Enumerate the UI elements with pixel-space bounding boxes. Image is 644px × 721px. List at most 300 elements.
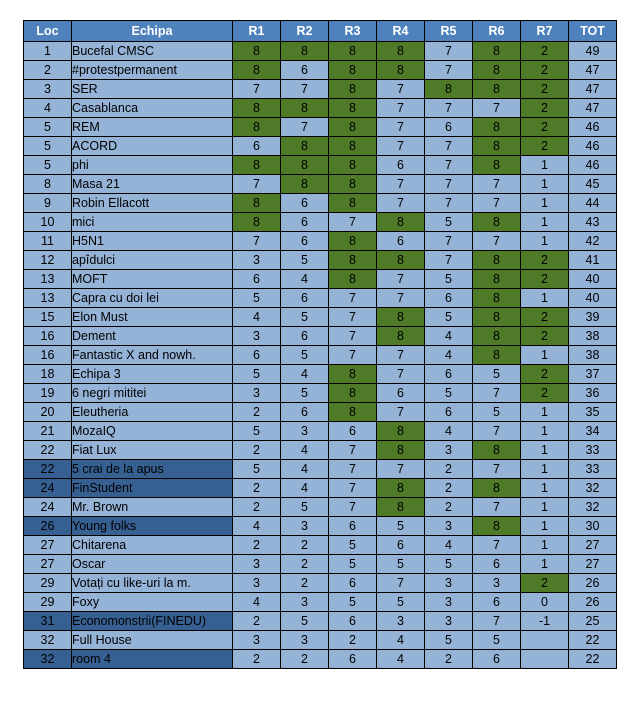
table-body [24,42,617,669]
round-3-score-cell: 8 [329,232,377,251]
header-r5: R5 [425,21,473,42]
rank-cell: 20 [24,403,72,422]
team-name-cell: FinStudent [72,479,233,498]
round-7-score-cell: 2 [521,384,569,403]
round-2-score-cell: 5 [281,612,329,631]
rank-cell: 2 [24,61,72,80]
round-5-score-cell: 8 [425,80,473,99]
round-5-score-cell: 5 [425,555,473,574]
header-r7: R7 [521,21,569,42]
round-1-score-cell: 8 [233,61,281,80]
round-3-score-cell: 8 [329,251,377,270]
total-cell: 22 [569,631,617,650]
round-2-score-cell: 6 [281,327,329,346]
round-5-score-cell: 7 [425,42,473,61]
round-1-score-cell: 2 [233,650,281,669]
team-name-cell: MozaIQ [72,422,233,441]
table-row [24,593,617,612]
round-4-score-cell: 5 [377,517,425,536]
table-row [24,137,617,156]
round-4-score-cell: 8 [377,422,425,441]
round-3-score-cell: 7 [329,441,377,460]
round-1-score-cell: 4 [233,593,281,612]
table-row [24,365,617,384]
round-5-score-cell: 5 [425,270,473,289]
round-1-score-cell: 3 [233,384,281,403]
round-2-score-cell: 6 [281,232,329,251]
total-cell: 27 [569,536,617,555]
round-7-score-cell: 1 [521,346,569,365]
team-name-cell: Economonstrii(FINEDU) [72,612,233,631]
round-3-score-cell: 7 [329,213,377,232]
team-name-cell: room 4 [72,650,233,669]
round-6-score-cell: 7 [473,536,521,555]
round-1-score-cell: 2 [233,479,281,498]
round-7-score-cell: 2 [521,42,569,61]
total-cell: 38 [569,346,617,365]
round-6-score-cell: 8 [473,42,521,61]
round-6-score-cell: 7 [473,384,521,403]
round-1-score-cell: 8 [233,156,281,175]
round-3-score-cell: 8 [329,137,377,156]
team-name-cell: apîdulci [72,251,233,270]
rank-cell: 27 [24,536,72,555]
total-cell: 32 [569,479,617,498]
rank-cell: 32 [24,650,72,669]
round-7-score-cell: 1 [521,498,569,517]
round-7-score-cell: 1 [521,536,569,555]
round-6-score-cell: 8 [473,270,521,289]
round-1-score-cell: 7 [233,175,281,194]
round-3-score-cell: 6 [329,574,377,593]
round-1-score-cell: 8 [233,194,281,213]
round-4-score-cell: 7 [377,99,425,118]
round-5-score-cell: 6 [425,365,473,384]
round-2-score-cell: 3 [281,517,329,536]
round-5-score-cell: 3 [425,441,473,460]
round-3-score-cell: 5 [329,555,377,574]
round-2-score-cell: 4 [281,365,329,384]
table-row [24,270,617,289]
rank-cell: 8 [24,175,72,194]
rank-cell: 22 [24,460,72,479]
round-7-score-cell: 1 [521,517,569,536]
header-r4: R4 [377,21,425,42]
round-3-score-cell: 6 [329,517,377,536]
total-cell: 22 [569,650,617,669]
round-4-score-cell: 5 [377,555,425,574]
round-7-score-cell: 2 [521,251,569,270]
team-name-cell: H5N1 [72,232,233,251]
round-4-score-cell: 4 [377,650,425,669]
round-3-score-cell: 8 [329,118,377,137]
total-cell: 33 [569,441,617,460]
rank-cell: 29 [24,593,72,612]
rank-cell: 15 [24,308,72,327]
round-3-score-cell: 8 [329,194,377,213]
team-name-cell: Capra cu doi lei [72,289,233,308]
total-cell: 30 [569,517,617,536]
total-cell: 42 [569,232,617,251]
header-loc: Loc [24,21,72,42]
round-6-score-cell: 6 [473,555,521,574]
round-4-score-cell: 6 [377,536,425,555]
round-7-score-cell: 2 [521,327,569,346]
header-row [24,21,617,42]
round-2-score-cell: 2 [281,555,329,574]
round-3-score-cell: 6 [329,612,377,631]
round-7-score-cell [521,631,569,650]
round-1-score-cell: 3 [233,574,281,593]
round-7-score-cell: 1 [521,403,569,422]
round-4-score-cell: 8 [377,251,425,270]
round-5-score-cell: 2 [425,460,473,479]
rank-cell: 1 [24,42,72,61]
round-3-score-cell: 7 [329,498,377,517]
rank-cell: 21 [24,422,72,441]
team-name-cell: mici [72,213,233,232]
round-2-score-cell: 2 [281,574,329,593]
rank-cell: 4 [24,99,72,118]
round-4-score-cell: 7 [377,137,425,156]
table-row [24,403,617,422]
table-row [24,232,617,251]
rank-cell: 10 [24,213,72,232]
round-4-score-cell: 7 [377,365,425,384]
total-cell: 25 [569,612,617,631]
total-cell: 44 [569,194,617,213]
round-3-score-cell: 8 [329,270,377,289]
round-4-score-cell: 3 [377,612,425,631]
round-7-score-cell: 2 [521,137,569,156]
round-7-score-cell: 1 [521,232,569,251]
rank-cell: 22 [24,441,72,460]
round-2-score-cell: 6 [281,194,329,213]
round-5-score-cell: 4 [425,422,473,441]
round-3-score-cell: 7 [329,289,377,308]
round-6-score-cell: 7 [473,175,521,194]
round-1-score-cell: 8 [233,99,281,118]
round-6-score-cell: 7 [473,232,521,251]
total-cell: 34 [569,422,617,441]
rank-cell: 27 [24,555,72,574]
round-5-score-cell: 3 [425,593,473,612]
round-6-score-cell: 8 [473,118,521,137]
rank-cell: 24 [24,498,72,517]
team-name-cell: 5 crai de la apus [72,460,233,479]
round-2-score-cell: 4 [281,441,329,460]
round-6-score-cell: 8 [473,213,521,232]
round-5-score-cell: 7 [425,194,473,213]
round-4-score-cell: 7 [377,118,425,137]
round-3-score-cell: 7 [329,479,377,498]
team-name-cell: Bucefal CMSC [72,42,233,61]
team-name-cell: ACORD [72,137,233,156]
round-7-score-cell: 2 [521,99,569,118]
round-5-score-cell: 2 [425,650,473,669]
round-3-score-cell: 8 [329,99,377,118]
round-7-score-cell: 1 [521,213,569,232]
round-7-score-cell: 2 [521,365,569,384]
team-name-cell: Casablanca [72,99,233,118]
team-name-cell: MOFT [72,270,233,289]
header-r1: R1 [233,21,281,42]
table-row [24,99,617,118]
round-2-score-cell: 5 [281,346,329,365]
rank-cell: 29 [24,574,72,593]
round-3-score-cell: 5 [329,536,377,555]
round-1-score-cell: 5 [233,289,281,308]
team-name-cell: Elon Must [72,308,233,327]
round-2-score-cell: 6 [281,61,329,80]
round-7-score-cell: 2 [521,308,569,327]
total-cell: 27 [569,555,617,574]
round-6-score-cell: 6 [473,593,521,612]
round-7-score-cell: 2 [521,574,569,593]
round-5-score-cell: 7 [425,99,473,118]
round-1-score-cell: 5 [233,422,281,441]
total-cell: 40 [569,289,617,308]
round-5-score-cell: 3 [425,517,473,536]
round-6-score-cell: 7 [473,498,521,517]
table-row [24,118,617,137]
round-4-score-cell: 7 [377,194,425,213]
round-1-score-cell: 2 [233,441,281,460]
round-4-score-cell: 5 [377,593,425,612]
rank-cell: 16 [24,346,72,365]
table-row [24,251,617,270]
round-5-score-cell: 7 [425,251,473,270]
team-name-cell: REM [72,118,233,137]
round-6-score-cell: 8 [473,137,521,156]
header-r6: R6 [473,21,521,42]
round-2-score-cell: 8 [281,42,329,61]
table-row [24,61,617,80]
table-row [24,574,617,593]
round-5-score-cell: 4 [425,327,473,346]
round-5-score-cell: 3 [425,574,473,593]
table-row [24,156,617,175]
rank-cell: 3 [24,80,72,99]
table-row [24,213,617,232]
table-row [24,479,617,498]
team-name-cell: 6 negri mititei [72,384,233,403]
team-name-cell: Fantastic X and nowh. [72,346,233,365]
round-5-score-cell: 6 [425,289,473,308]
round-4-score-cell: 7 [377,574,425,593]
round-6-score-cell: 6 [473,650,521,669]
round-1-score-cell: 3 [233,555,281,574]
header-echipa: Echipa [72,21,233,42]
round-4-score-cell: 7 [377,80,425,99]
round-4-score-cell: 8 [377,479,425,498]
round-1-score-cell: 6 [233,346,281,365]
round-3-score-cell: 7 [329,308,377,327]
round-6-score-cell: 5 [473,631,521,650]
round-1-score-cell: 7 [233,80,281,99]
total-cell: 26 [569,574,617,593]
total-cell: 47 [569,80,617,99]
total-cell: 46 [569,156,617,175]
round-6-score-cell: 7 [473,460,521,479]
round-6-score-cell: 8 [473,308,521,327]
total-cell: 41 [569,251,617,270]
team-name-cell: Foxy [72,593,233,612]
round-5-score-cell: 2 [425,498,473,517]
table-row [24,327,617,346]
round-2-score-cell: 4 [281,479,329,498]
table-row [24,460,617,479]
round-1-score-cell: 2 [233,536,281,555]
round-5-score-cell: 5 [425,308,473,327]
round-5-score-cell: 6 [425,403,473,422]
round-5-score-cell: 7 [425,175,473,194]
round-1-score-cell: 2 [233,403,281,422]
round-6-score-cell: 7 [473,422,521,441]
total-cell: 38 [569,327,617,346]
team-name-cell: Echipa 3 [72,365,233,384]
round-3-score-cell: 8 [329,61,377,80]
round-4-score-cell: 8 [377,327,425,346]
table-row [24,555,617,574]
rank-cell: 11 [24,232,72,251]
round-4-score-cell: 7 [377,346,425,365]
round-5-score-cell: 7 [425,137,473,156]
round-4-score-cell: 7 [377,270,425,289]
round-3-score-cell: 6 [329,422,377,441]
round-7-score-cell: 1 [521,156,569,175]
round-3-score-cell: 8 [329,384,377,403]
round-4-score-cell: 4 [377,631,425,650]
round-4-score-cell: 8 [377,308,425,327]
total-cell: 46 [569,137,617,156]
round-4-score-cell: 8 [377,61,425,80]
round-1-score-cell: 5 [233,460,281,479]
team-name-cell: #protestpermanent [72,61,233,80]
round-3-score-cell: 2 [329,631,377,650]
total-cell: 43 [569,213,617,232]
round-4-score-cell: 7 [377,175,425,194]
team-name-cell: Young folks [72,517,233,536]
team-name-cell: Robin Ellacott [72,194,233,213]
table-row [24,441,617,460]
round-7-score-cell: 1 [521,194,569,213]
header-r3: R3 [329,21,377,42]
round-6-score-cell: 7 [473,194,521,213]
round-2-score-cell: 3 [281,422,329,441]
round-7-score-cell [521,650,569,669]
round-6-score-cell: 8 [473,441,521,460]
table-row [24,346,617,365]
rank-cell: 16 [24,327,72,346]
round-4-score-cell: 8 [377,498,425,517]
rank-cell: 12 [24,251,72,270]
round-7-score-cell: 2 [521,270,569,289]
round-6-score-cell: 3 [473,574,521,593]
round-1-score-cell: 2 [233,498,281,517]
table-row [24,631,617,650]
round-6-score-cell: 8 [473,61,521,80]
total-cell: 35 [569,403,617,422]
table-row [24,650,617,669]
team-name-cell: Dement [72,327,233,346]
total-cell: 49 [569,42,617,61]
total-cell: 32 [569,498,617,517]
round-5-score-cell: 4 [425,346,473,365]
round-4-score-cell: 8 [377,441,425,460]
round-5-score-cell: 3 [425,612,473,631]
total-cell: 45 [569,175,617,194]
round-3-score-cell: 8 [329,175,377,194]
round-6-score-cell: 8 [473,327,521,346]
table-row [24,536,617,555]
rank-cell: 32 [24,631,72,650]
round-5-score-cell: 5 [425,384,473,403]
round-2-score-cell: 4 [281,460,329,479]
round-7-score-cell: 1 [521,422,569,441]
round-2-score-cell: 8 [281,156,329,175]
rank-cell: 26 [24,517,72,536]
team-name-cell: SER [72,80,233,99]
team-name-cell: phi [72,156,233,175]
round-2-score-cell: 6 [281,403,329,422]
round-5-score-cell: 6 [425,118,473,137]
total-cell: 37 [569,365,617,384]
round-1-score-cell: 7 [233,232,281,251]
round-1-score-cell: 8 [233,118,281,137]
round-2-score-cell: 3 [281,593,329,612]
team-name-cell: Chitarena [72,536,233,555]
round-4-score-cell: 6 [377,156,425,175]
rank-cell: 13 [24,270,72,289]
round-5-score-cell: 7 [425,156,473,175]
round-3-score-cell: 8 [329,80,377,99]
rank-cell: 19 [24,384,72,403]
round-7-score-cell: 2 [521,80,569,99]
round-2-score-cell: 5 [281,498,329,517]
round-7-score-cell: 0 [521,593,569,612]
round-3-score-cell: 8 [329,156,377,175]
round-2-score-cell: 5 [281,308,329,327]
table-row [24,517,617,536]
round-6-score-cell: 8 [473,289,521,308]
team-name-cell: Mr. Brown [72,498,233,517]
round-3-score-cell: 8 [329,42,377,61]
team-name-cell: Full House [72,631,233,650]
team-name-cell: Eleutheria [72,403,233,422]
round-2-score-cell: 3 [281,631,329,650]
team-name-cell: Oscar [72,555,233,574]
round-3-score-cell: 7 [329,346,377,365]
total-cell: 39 [569,308,617,327]
round-6-score-cell: 8 [473,517,521,536]
round-3-score-cell: 6 [329,650,377,669]
round-6-score-cell: 7 [473,99,521,118]
table-row [24,42,617,61]
total-cell: 47 [569,61,617,80]
round-2-score-cell: 4 [281,270,329,289]
round-6-score-cell: 8 [473,156,521,175]
total-cell: 46 [569,118,617,137]
round-6-score-cell: 8 [473,479,521,498]
table-row [24,612,617,631]
round-7-score-cell: 1 [521,289,569,308]
round-4-score-cell: 6 [377,232,425,251]
round-1-score-cell: 8 [233,213,281,232]
round-6-score-cell: 8 [473,251,521,270]
round-5-score-cell: 7 [425,61,473,80]
round-5-score-cell: 7 [425,232,473,251]
